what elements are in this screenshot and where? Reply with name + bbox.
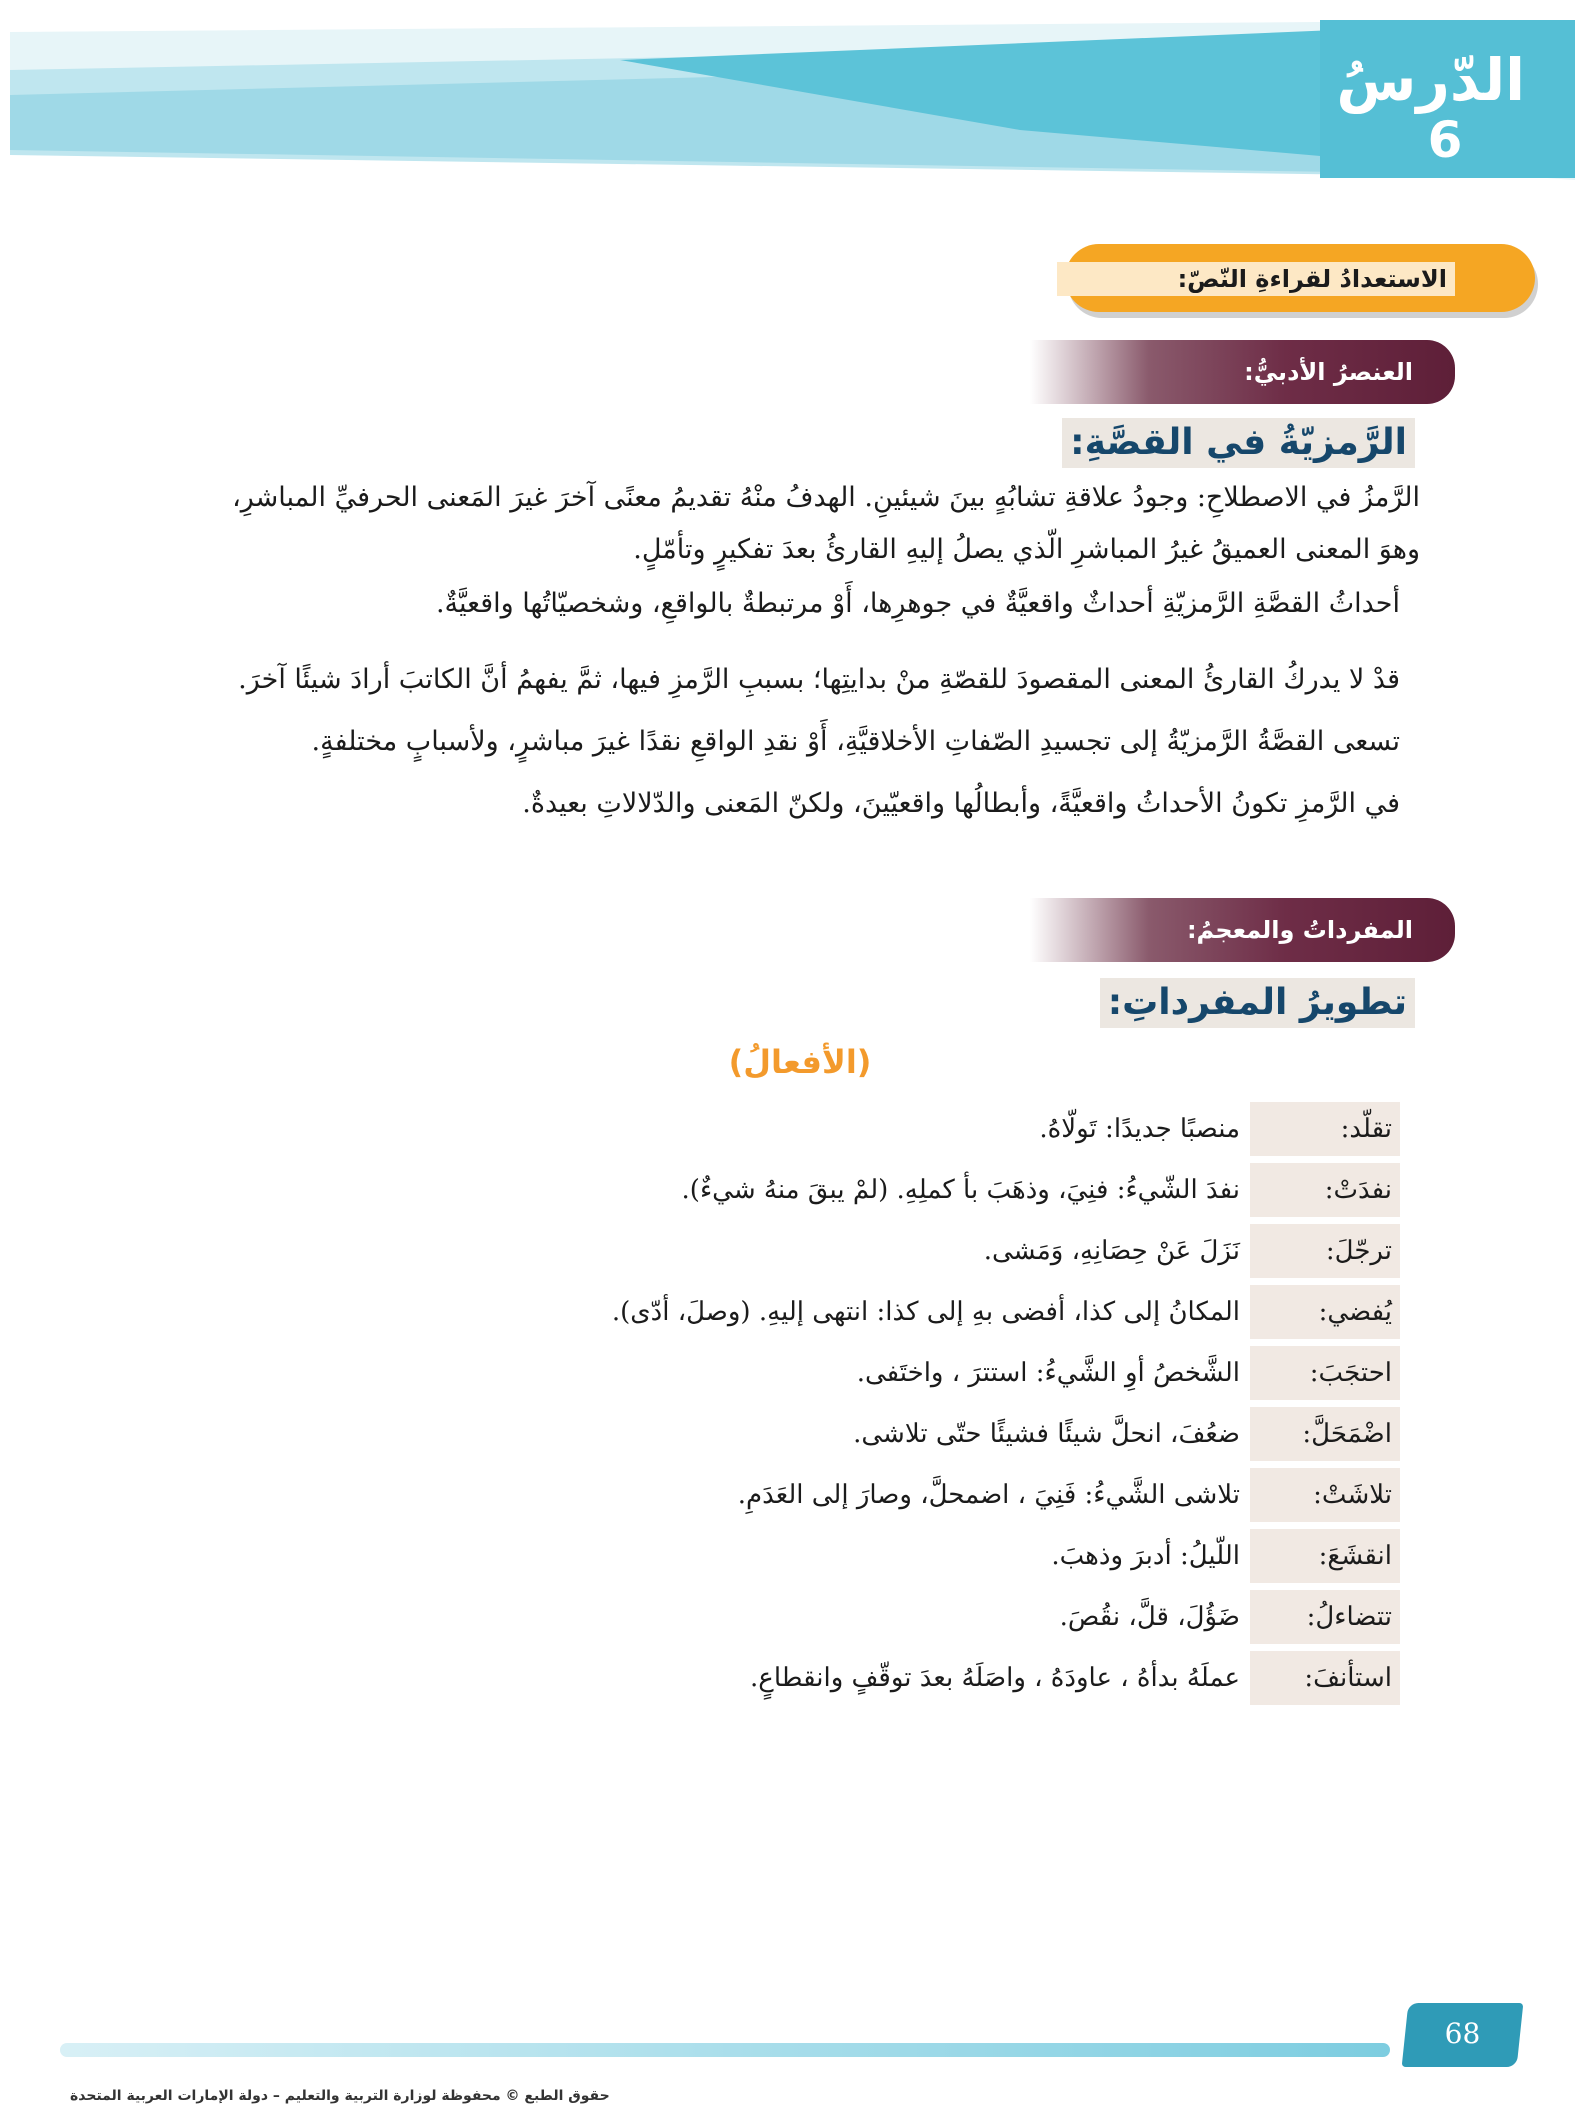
vocab-row bbox=[400, 1285, 1400, 1339]
vocabulary-table bbox=[400, 1102, 1400, 1712]
vocab-row bbox=[400, 1407, 1400, 1461]
vocab-definition: نفدَ الشّيءُ: فنِيَ، وذهَبَ بأ كملِهِ. (لمْ يبقَ منهُ شيءٌ). bbox=[681, 1175, 1240, 1205]
vocab-term: تتضاءلُ: bbox=[1250, 1590, 1400, 1644]
paragraph-line: تسعى القصَّةُ الرَّمزيّةُ إلى تجسيدِ الصّفاتِ الأخلاقيَّةِ، أَوْ نقدِ الواقعِ نقدًا غيرَ مباشرٍ، ولأسبابٍ مختلفةٍ. bbox=[311, 726, 1400, 757]
paragraph-line: وهوَ المعنى العميقُ غيرُ المباشرِ الّذي يصلُ إليهِ القارئُ بعدَ تفكيرٍ وتأمّلٍ. bbox=[633, 534, 1420, 565]
vocab-row bbox=[400, 1590, 1400, 1644]
paragraph-line: قدْ لا يدركُ القارئُ المعنى المقصودَ للقصّةِ منْ بدايتِها؛ بسببِ الرَّمزِ فيها، ثمَّ يفهمُ أنَّ الكاتبَ أرادَ شيئًا آخرَ. bbox=[238, 664, 1400, 695]
footer-bar bbox=[60, 2043, 1390, 2057]
copyright-notice: حقوق الطبع © محفوظة لوزارة التربية والتعليم – دولة الإمارات العربية المتحدة bbox=[70, 2088, 610, 2104]
vocabulary-tab-label: المفرداتُ والمعجمُ: bbox=[1186, 916, 1413, 944]
vocab-definition: اللّيلُ: أدبرَ وذهبَ. bbox=[1051, 1541, 1240, 1571]
vocab-definition: الشَّخصُ أوِ الشَّيءُ: استترَ ، واختَفى. bbox=[856, 1358, 1240, 1388]
vocab-definition: ضعُفَ، انحلَّ شيئًا فشيئًا حتّى تلاشى. bbox=[853, 1419, 1240, 1449]
vocab-term: استأنفَ: bbox=[1250, 1651, 1400, 1705]
lesson-heading bbox=[1336, 46, 1525, 169]
vocab-definition: عملَهُ بدأهُ ، عاودَهُ ، واصَلَهُ بعدَ توقّفٍ وانقطاعٍ. bbox=[750, 1663, 1240, 1693]
prep-heading: الاستعدادُ لقراءةِ النّصّ: bbox=[1057, 262, 1455, 296]
paragraph-line: الرَّمزُ في الاصطلاحِ: وجودُ علاقةِ تشابُهٍ بينَ شيئينِ. الهدفُ منْهُ تقديمُ معنًى آخرَ غيرَ المَعنى الحرفيِّ المباشرِ، bbox=[232, 482, 1420, 513]
vocab-row bbox=[400, 1102, 1400, 1156]
vocab-term: نفدَتْ: bbox=[1250, 1163, 1400, 1217]
vocab-definition: منصبًا جديدًا: تَولّاهُ. bbox=[1039, 1114, 1240, 1144]
literary-element-tab-label: العنصرُ الأدبيُّ: bbox=[1244, 358, 1413, 386]
vocab-definition: ضَؤُلَ، قلَّ، نقُصَ. bbox=[1059, 1602, 1240, 1632]
vocab-row bbox=[400, 1163, 1400, 1217]
vocab-term: تقلّد: bbox=[1250, 1102, 1400, 1156]
vocab-definition: نَزَلَ عَنْ حِصَانِهِ، وَمَشى. bbox=[983, 1236, 1240, 1266]
paragraph-line: في الرَّمزِ تكونُ الأحداثُ واقعيَّةً، وأبطالُها واقعيّينَ، ولكنّ المَعنى والدّلالاتِ بعيدةٌ. bbox=[522, 788, 1400, 819]
verbs-subtitle: (الأفعالُ) bbox=[728, 1043, 872, 1081]
vocab-row bbox=[400, 1468, 1400, 1522]
vocabulary-tab bbox=[1030, 898, 1455, 962]
vocab-row bbox=[400, 1651, 1400, 1705]
vocab-term: ترجّلَ: bbox=[1250, 1224, 1400, 1278]
vocabulary-title: تطويرُ المفرداتِ: bbox=[1100, 978, 1415, 1028]
vocab-term: احتجَبَ: bbox=[1250, 1346, 1400, 1400]
prep-pill bbox=[1065, 244, 1535, 312]
vocab-term: يُفضي: bbox=[1250, 1285, 1400, 1339]
vocab-row bbox=[400, 1346, 1400, 1400]
vocab-definition: تلاشى الشَّيءُ: فَنِيَ ، اضمحلَّ، وصارَ إلى العَدَمِ. bbox=[737, 1480, 1240, 1510]
vocab-term: انقشَعَ: bbox=[1250, 1529, 1400, 1583]
page-number: 68 bbox=[1444, 2017, 1481, 2050]
vocab-row bbox=[400, 1529, 1400, 1583]
vocab-row bbox=[400, 1224, 1400, 1278]
vocab-term: تلاشَتْ: bbox=[1250, 1468, 1400, 1522]
symbolism-title: الرَّمزيّةُ في القصَّةِ: bbox=[1062, 418, 1415, 468]
literary-element-tab bbox=[1030, 340, 1455, 404]
vocab-definition: المكانُ إلى كذا، أفضى بهِ إلى كذا: انتهى إليهِ. (وصلَ، أدّى). bbox=[611, 1297, 1240, 1327]
vocab-term: اضْمَحَلَّ: bbox=[1250, 1407, 1400, 1461]
lesson-label: الدّرسُ bbox=[1336, 46, 1525, 114]
paragraph-line: أحداثُ القصَّةِ الرَّمزيّةِ أحداثٌ واقعيَّةٌ في جوهرِها، أَوْ مرتبطةٌ بالواقعِ، وشخصيّاتُها واقعيَّةٌ. bbox=[435, 588, 1400, 619]
lesson-number: 6 bbox=[1427, 111, 1463, 169]
